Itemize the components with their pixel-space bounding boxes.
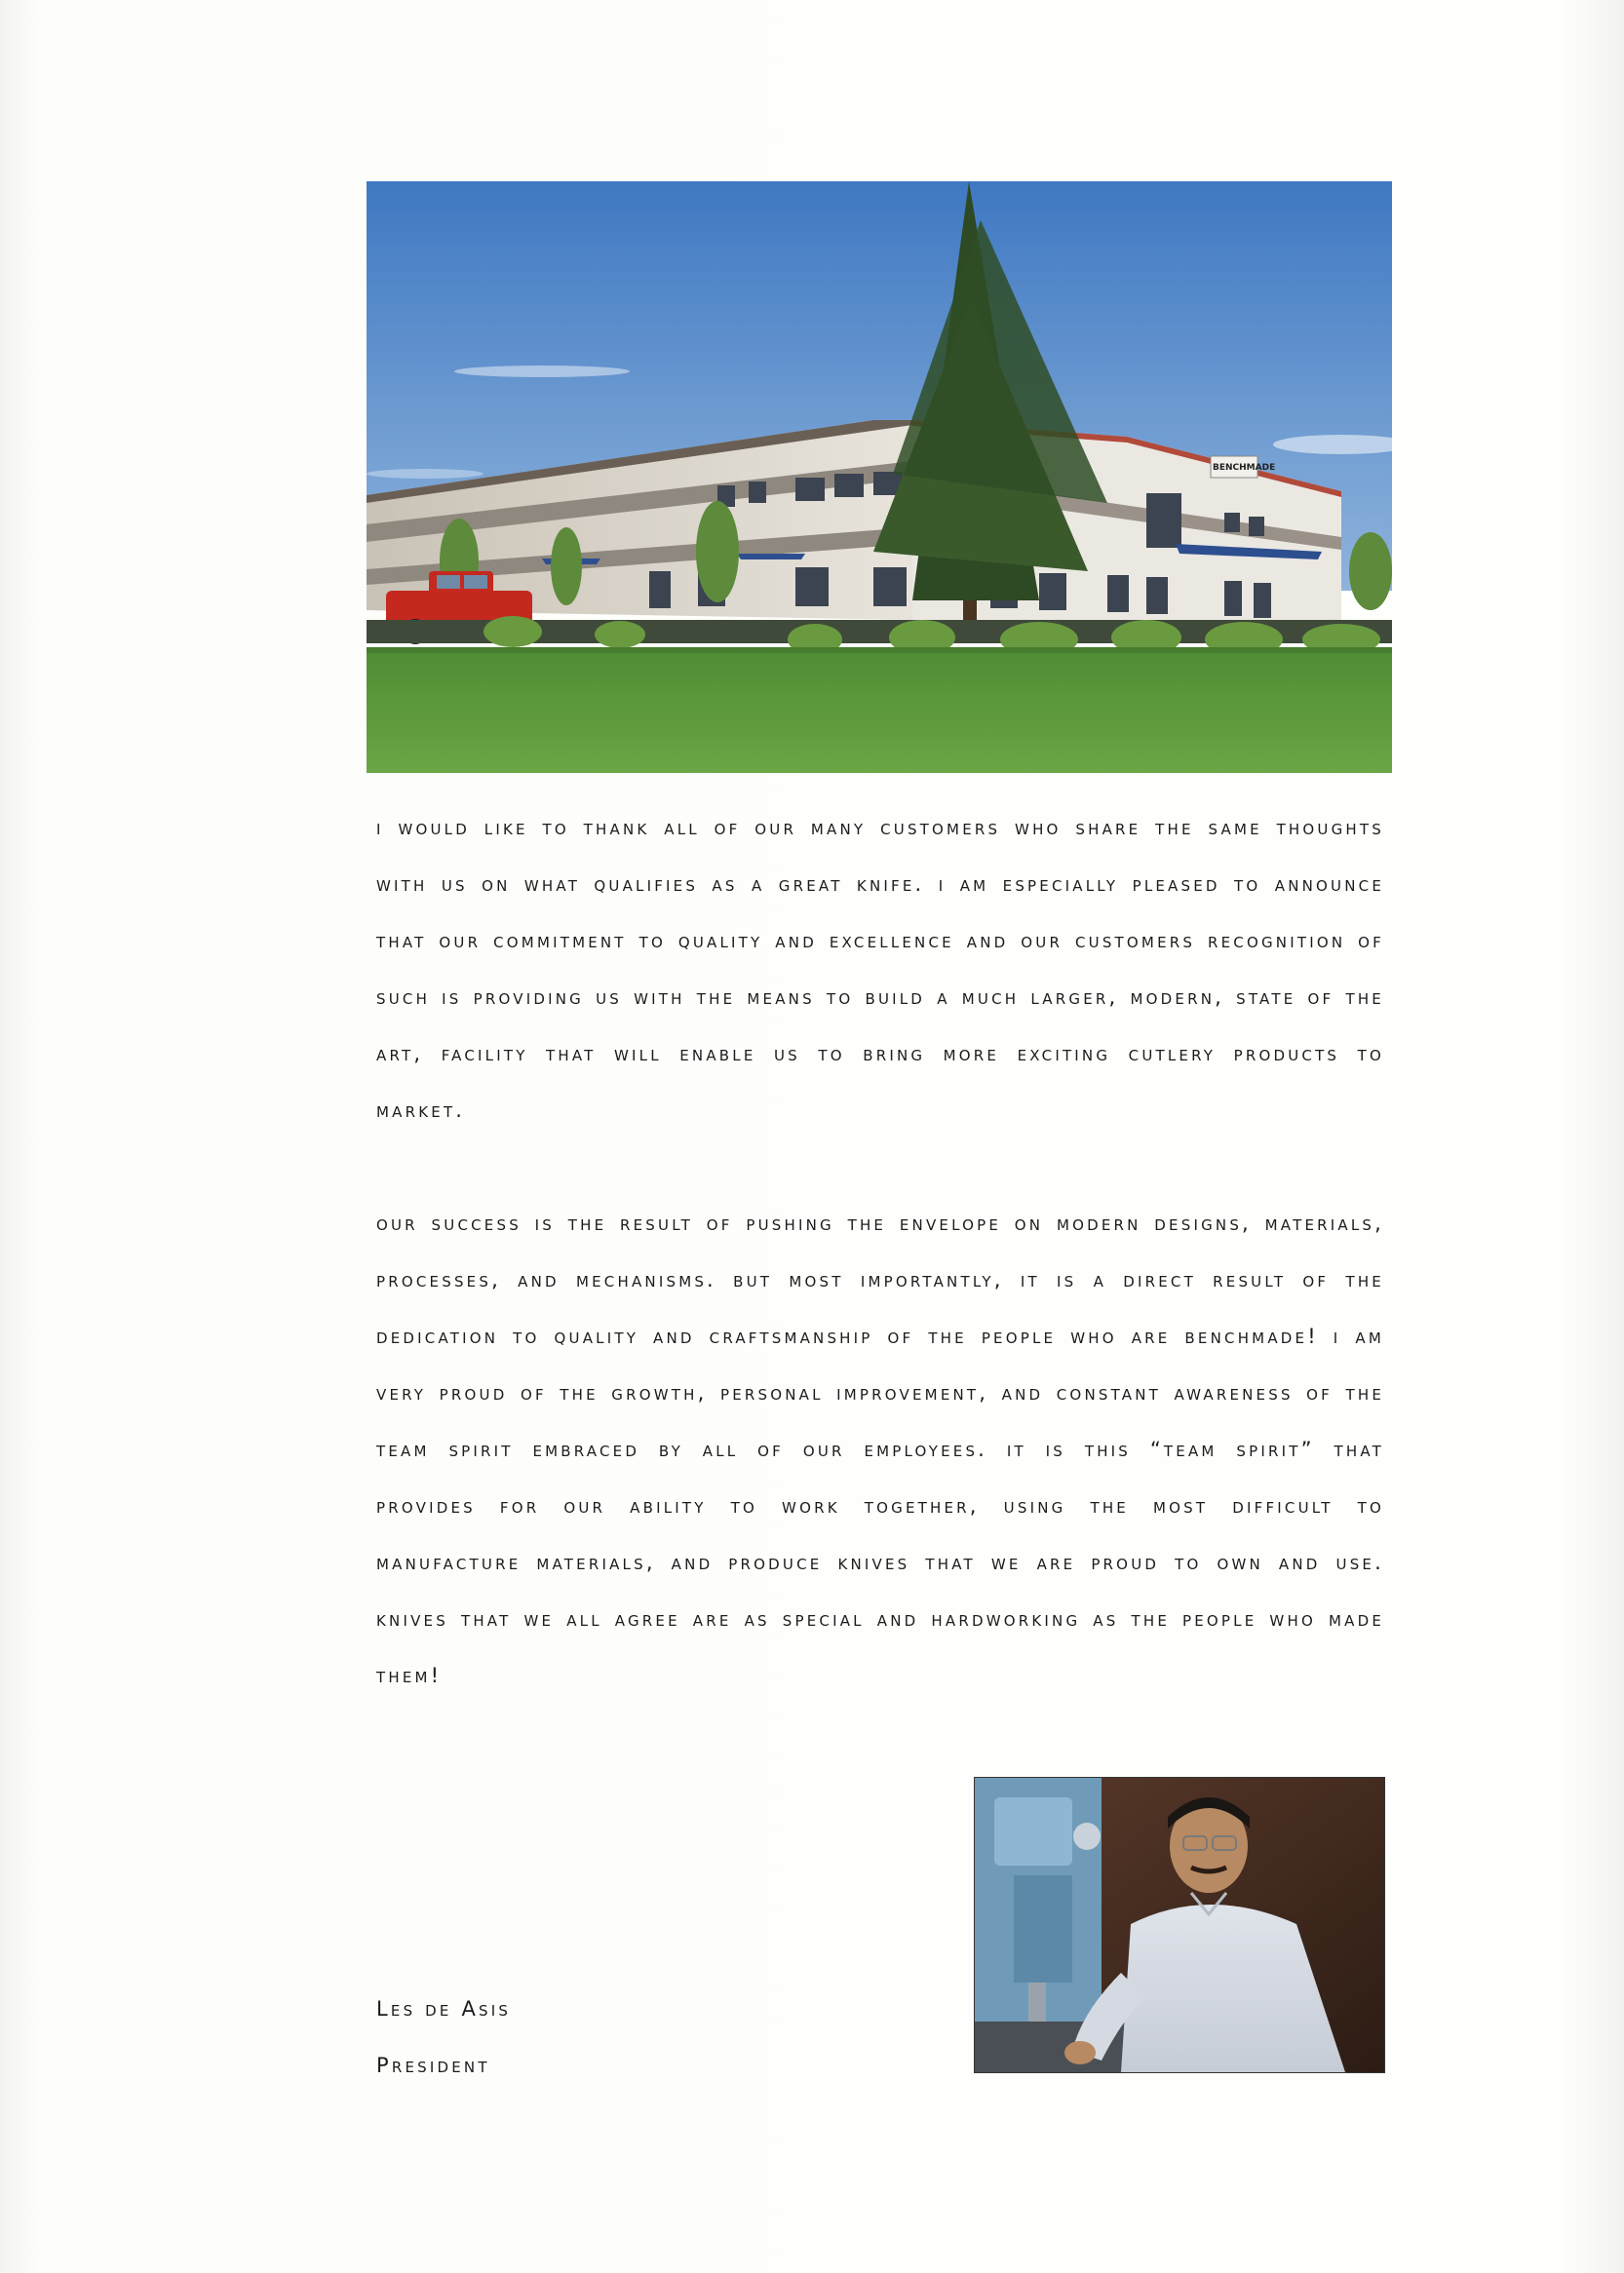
- letter-paragraph-1: i would like to thank all of our many customers who share the same thoughts with us on what qualifies as a great knife. i am especially pleased to announce that our commitment to quality and excellence and our customers recognition of such is providing us with the means to build a much larger, modern, state of the art, facility that will enable us to bring more exciting cutlery products to market.: [376, 816, 1384, 1122]
- letter-body: [376, 799, 1384, 1704]
- signature-name: Les de Asis: [376, 1997, 512, 2021]
- portrait-photo: [974, 1777, 1385, 2073]
- letter-paragraph-2: our success is the result of pushing the envelope on modern designs, materials, processes, and mechanisms. but most importantly, it is a direct result of the dedication to quality and craftsmanship of the people who are benchmade! i am very proud of the growth, personal improvement, and constant awareness of the team spirit embraced by all of our employees. it is this “team spirit” that provides for our ability to work together, using the most difficult to manufacture materials, and produce knives that we are proud to own and use. knives that we all agree are as special and hardworking as the people who made them!: [376, 1212, 1384, 1687]
- signature-block: [376, 1981, 511, 2094]
- building-photo: [367, 181, 1392, 773]
- signature-title: President: [376, 2054, 490, 2077]
- building-sign-text: BENCHMADE: [1213, 463, 1276, 473]
